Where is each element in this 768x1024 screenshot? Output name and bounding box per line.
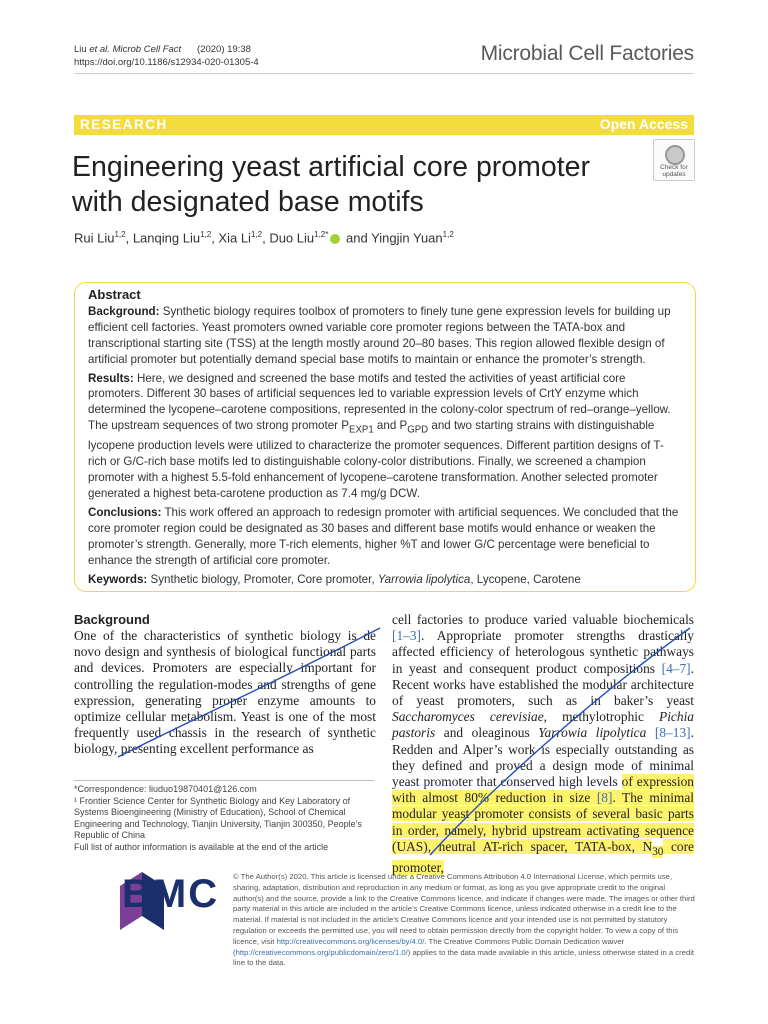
abstract-results-text: and P [373,419,408,433]
open-access-label: Open Access [599,116,688,132]
article-title [72,150,632,220]
check-for-updates-badge[interactable] [653,139,695,181]
section-bar [74,115,694,135]
abstract-results-text: Here, we designed and screened the base motifs and tested the activities of yeast artificial core promoters. Different 30 bases of artificial sequences led to variable expression levels of CrtY enzyme which determined the lycopene–carotene compositions, represented in the colony-color spectrum of red–orange–yellow. The upstream sequences of two strong promoter P [88,371,671,433]
author-name[interactable]: Xia Li [218,230,251,246]
article-title-line1: Engineering yeast artificial core promoter [72,151,590,183]
abstract-results [88,371,682,503]
keywords-label: Keywords: [88,572,148,586]
license-body: . The Creative Commons Public Domain Dedication waiver ( [233,936,625,957]
license-link[interactable]: http://creativecommons.org/licenses/by/4.0/ [276,936,425,946]
keywords-text: , Lycopene, Carotene [470,572,581,586]
author-info-note: Full list of author information is available at the end of the article [74,841,329,852]
abstract-conclusions [88,505,682,569]
highlighted-text: of expression with almost 80% reduction in size [392,774,694,806]
affiliation: ¹ Frontier Science Center for Synthetic Biology and Key Laboratory of Systems Bioengineering (Ministry of Education), School of Chemical Engineering and Technology, Tianjin University, Tianjin 300350, People’s Republic of China [74,795,363,841]
abstract-background-text: Synthetic biology requires toolbox of promoters to finely tune gene expression levels for building up efficient cell factories. Yeast promoters owned variable core promoter regions between the TATA-box and transcriptional starting site (TSS) at the length mostly around 20–80 bases. This region allowed flexible design of artificial promoter but potentially demand special base motifs to maintain or enhance the promoter’s strength. [88,304,671,366]
author-name[interactable]: Yingjin Yuan [371,230,443,246]
subscript: EXP1 [349,424,374,436]
check-updates-text: Check for updates [660,164,688,178]
author-name[interactable]: Rui Liu [74,230,115,246]
article-title-line2: with designated base motifs [72,186,424,218]
author-affil: 1,2 [250,230,263,239]
species-name: Saccharomyces cerevisiae [392,709,544,725]
citation-journal-abbrev: et al. Microb Cell Fact [89,44,182,55]
section-label: RESEARCH [80,117,168,132]
keywords [88,572,682,588]
subscript: GPD [407,424,429,436]
abstract-box [74,282,696,592]
reference-link[interactable]: [8] [596,790,613,806]
author-name[interactable]: Lanqing Liu [132,230,201,246]
footnote [74,784,374,854]
species-name: Yarrowia lipolytica [538,725,647,741]
body-text: , methylotrophic [543,709,660,725]
citation-block [74,43,259,69]
reference-link[interactable]: [4–7] [661,660,691,676]
author-affil: 1,2 [442,230,454,239]
license-body: © The Author(s) 2020. This article is licensed under a Creative Commons Attribution 4.0 International License, which permits use, sharing, adaptation, distribution and reproduction in any medium or format, as long as you give appropriate credit to the original author(s) and the source, provide a link to the Creative Commons licence, and indicate if changes were made. The images or other third party material in this article are included in the article’s Creative Commons licence, unless indicated otherwise in a credit line to the material. If material is not included in the article’s Creative Commons licence and your intended use is not permitted by statutory regulation or exceeds the permitted use, you will need to obtain permission directly from the copyright holder. To view a copy of this licence, visit [233,872,695,946]
author-list: Rui Liu$^{1,2}$, Lanqing Liu$^{1,2}$, Xia Li$^{1,2}$, Duo Liu$^{1,2*}$ and Yingjin Yuan$^{1,2}$ [74,230,454,246]
body-text [646,725,655,740]
abstract-background [88,304,682,368]
highlighted-text: . The minimal modular yeast promoter consists of several basic parts in order, namely, hybrid upstream activating sequence (UAS), neutral AT-rich spacer, TATA-box, N [392,790,694,854]
body-text: . Redden and Alper’s work is especially outstanding as they defined and proved a design mode of minimal yeast promoter that conserved high levels [392,725,694,790]
doi-link[interactable]: https://doi.org/10.1186/s12934-020-01305-4 [74,57,259,68]
author-affil: 1,2 [114,230,126,239]
header-divider [74,73,694,74]
and-word: and [345,230,368,246]
abstract-conclusions-text: This work offered an approach to redesign promoter with artificial sequences. We concluded that the core promoter region could be designated as 30 bases and different base motifs would enhance or weaken the promoter’s strength. Generally, more T-rich elements, higher %T and lower G/C percentage were beneficial to enhance the strength of artificial core promoter. [88,506,679,567]
publisher-logo-text: BMC [122,872,220,916]
highlighted-text: core promoter, [392,838,694,875]
species-name: Pichia pastoris [392,709,694,741]
body-text: . Recent works have established the modular architecture of yeast promoters, such as in baker’s yeast [392,660,694,709]
body-text: cell factories to produce varied valuable biochemicals [392,612,694,627]
subscript: 30 [652,845,664,858]
reference-link[interactable]: [8–13] [654,725,691,741]
abstract-results-label: Results: [88,371,134,385]
footnote-divider [74,780,374,781]
body-text: and oleaginous [435,725,539,741]
license-text [233,872,695,969]
license-body: ) applies to the data made available in this article, unless otherwise stated in a credit line to the data. [233,947,695,968]
keywords-text: Synthetic biology, Promoter, Core promoter, [150,572,378,586]
section-heading: Background [74,612,150,627]
keywords-species: Yarrowia lipolytica [377,572,471,586]
body-column-left: One of the characteristics of synthetic biology is de novo design and synthesis of biological functional parts and devices. Promoters are especially important for controlling the regulation-modes and strengths of gene expression, generating proper enzyme amounts to optimize cellular metabolism. Yeast is one of the most frequently used chassis in the research of synthetic biology, presenting excellent performance as [74,628,376,757]
abstract-heading: Abstract [88,287,141,302]
citation-authors: Liu [74,44,90,55]
abstract-results-text: and two starting strains with distinguishable lycopene production levels were utilized to characterize the promoter sequences. Different partition designs of T-rich or G/C-rich base motifs led to distinguishable colony-color distributions. Finally, we screened a champion promoter with a highest 5.5-fold enhancement of lycopene–carotene transformation. Another selected promoter generated a highest beta-carotene production as 7.4 mg/g DCW. [88,419,664,501]
author-affil: 1,2 [200,230,212,239]
license-link[interactable]: http://creativecommons.org/publicdomain/zero/1.0/ [235,947,408,957]
citation-year: (2020) 19:38 [197,44,251,55]
body-column-right [392,612,694,876]
reference-link[interactable]: [1–3] [392,628,422,644]
check-updates-icon [665,145,685,165]
orcid-icon[interactable] [330,234,340,244]
author-name[interactable]: Duo Liu [269,230,315,246]
correspondence[interactable]: *Correspondence: liuduo19870401@126.com [74,784,257,794]
author-affil: 1,2* [314,230,329,239]
abstract-background-label: Background: [88,304,160,318]
abstract-conclusions-label: Conclusions: [88,506,162,520]
body-text: . Appropriate promoter strengths drastically affected efficiency of heterologous synthetic pathways in yeast and consequent product compositions [392,628,694,676]
journal-name: Microbial Cell Factories [480,42,694,65]
